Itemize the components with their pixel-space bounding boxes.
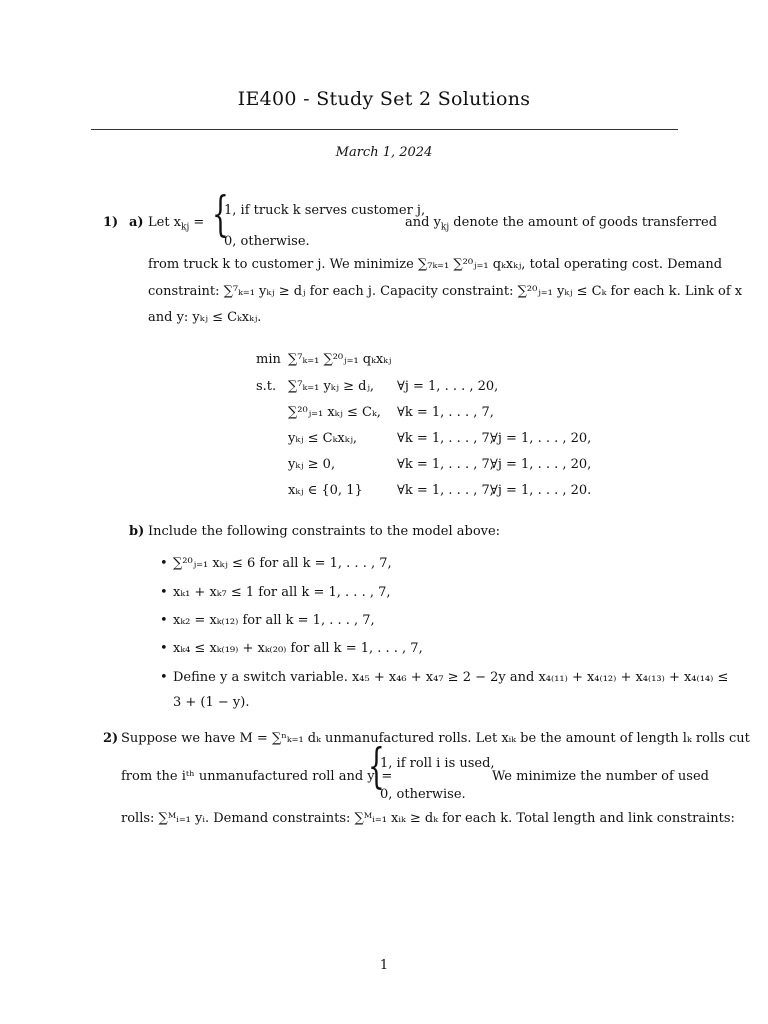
bullet-item: Define y a switch variable. x₄₅ + x₄₆ + x₄₇ ≥ 2 − 2y and x₄₍₁₁₎ + x₄₍₁₂₎ + x₄₍₁₃₎ + x₄₍₁₄₎ ≤	[173, 670, 729, 685]
title-rule	[91, 129, 678, 130]
bullet-item-continuation: 3 + (1 − y).	[173, 695, 250, 710]
q2-line1: Suppose we have M = ∑ⁿₖ₌₁ dₖ unmanufactured rolls. Let xᵢₖ be the amount of length lₖ rolls cut	[121, 731, 750, 746]
constraint-domain-1: ∀j = 1, . . . , 20,	[397, 379, 499, 394]
bullet-item: xₖ₂ = xₖ₍₁₂₎ for all k = 1, . . . , 7,	[173, 613, 375, 628]
left-brace: {	[212, 186, 229, 242]
constraint-domain-1: ∀k = 1, . . . , 7,	[397, 431, 494, 446]
constraint-expr: ∑⁷ₖ₌₁ yₖⱼ ≥ dⱼ,	[288, 379, 375, 394]
q1a-line4: and y: yₖⱼ ≤ Cₖxₖⱼ.	[148, 310, 262, 325]
model-objective: ∑⁷ₖ₌₁ ∑²⁰ⱼ₌₁ qₖxₖⱼ	[288, 352, 392, 367]
page-number: 1	[379, 958, 389, 973]
bullet-dot: •	[160, 585, 168, 600]
constraint-domain-1: ∀k = 1, . . . , 7,	[397, 457, 494, 472]
q1a-line2: from truck k to customer j. We minimize ∑₇ₖ₌₁ ∑²⁰ⱼ₌₁ qₖxₖⱼ, total operating cost. Demand	[148, 257, 723, 272]
constraint-domain-2: ∀j = 1, . . . , 20,	[490, 431, 592, 446]
constraint-expr: yₖⱼ ≥ 0,	[288, 457, 336, 472]
q1b-label: b)	[129, 524, 145, 539]
page-title: IE400 - Study Set 2 Solutions	[237, 88, 531, 110]
constraint-domain-1: ∀k = 1, . . . , 7,	[397, 405, 494, 420]
bullet-item: xₖ₁ + xₖ₇ ≤ 1 for all k = 1, . . . , 7,	[173, 585, 391, 600]
q1a-label: a)	[129, 215, 144, 230]
q2-number: 2)	[103, 731, 119, 746]
bullet-item: ∑²⁰ⱼ₌₁ xₖⱼ ≤ 6 for all k = 1, . . . , 7,	[173, 556, 392, 571]
q2-case0: 0, otherwise.	[380, 787, 466, 802]
left-brace: {	[368, 738, 385, 794]
q1b-intro: Include the following constraints to the model above:	[148, 524, 501, 539]
q1a-case1: 1, if truck k serves customer j,	[224, 203, 426, 218]
q1a-line3: constraint: ∑⁷ₖ₌₁ yₖⱼ ≥ dⱼ for each j. Capacity constraint: ∑²⁰ⱼ₌₁ yₖⱼ ≤ Cₖ for each k. Link of x	[148, 284, 743, 299]
q1a-let: Let $x_{kj}$ =	[148, 215, 205, 233]
bullet-dot: •	[160, 641, 168, 656]
constraint-expr: yₖⱼ ≤ Cₖxₖⱼ,	[288, 431, 358, 446]
bullet-dot: •	[160, 613, 168, 628]
q1a-after-cases: and $y_{kj}$ denote the amount of goods transferred	[405, 215, 718, 233]
bullet-item: xₖ₄ ≤ xₖ₍₁₉₎ + xₖ₍₂₀₎ for all k = 1, . . . , 7,	[173, 641, 423, 656]
q1-number: 1)	[103, 215, 119, 230]
model-st-label: s.t.	[256, 379, 277, 394]
bullet-dot: •	[160, 670, 168, 685]
model-min-label: min	[256, 352, 281, 367]
q1a-case0: 0, otherwise.	[224, 234, 310, 249]
page-date: March 1, 2024	[335, 145, 433, 160]
constraint-domain-2: ∀j = 1, . . . , 20,	[490, 457, 592, 472]
q2-line2-left: from the iᵗʰ unmanufactured roll and yᵢ =	[121, 769, 393, 784]
constraint-expr: ∑²⁰ⱼ₌₁ xₖⱼ ≤ Cₖ,	[288, 405, 381, 420]
q2-line2-right: We minimize the number of used	[492, 769, 709, 784]
q2-line3: rolls: ∑ᴹᵢ₌₁ yᵢ. Demand constraints: ∑ᴹᵢ₌₁ xᵢₖ ≥ dₖ for each k. Total length and link constraints:	[121, 811, 735, 826]
q2-case1: 1, if roll i is used,	[380, 756, 495, 771]
constraint-domain-2: ∀j = 1, . . . , 20.	[490, 483, 592, 498]
constraint-expr: xₖⱼ ∈ {0, 1}	[288, 483, 363, 498]
bullet-dot: •	[160, 556, 168, 571]
constraint-domain-1: ∀k = 1, . . . , 7,	[397, 483, 494, 498]
